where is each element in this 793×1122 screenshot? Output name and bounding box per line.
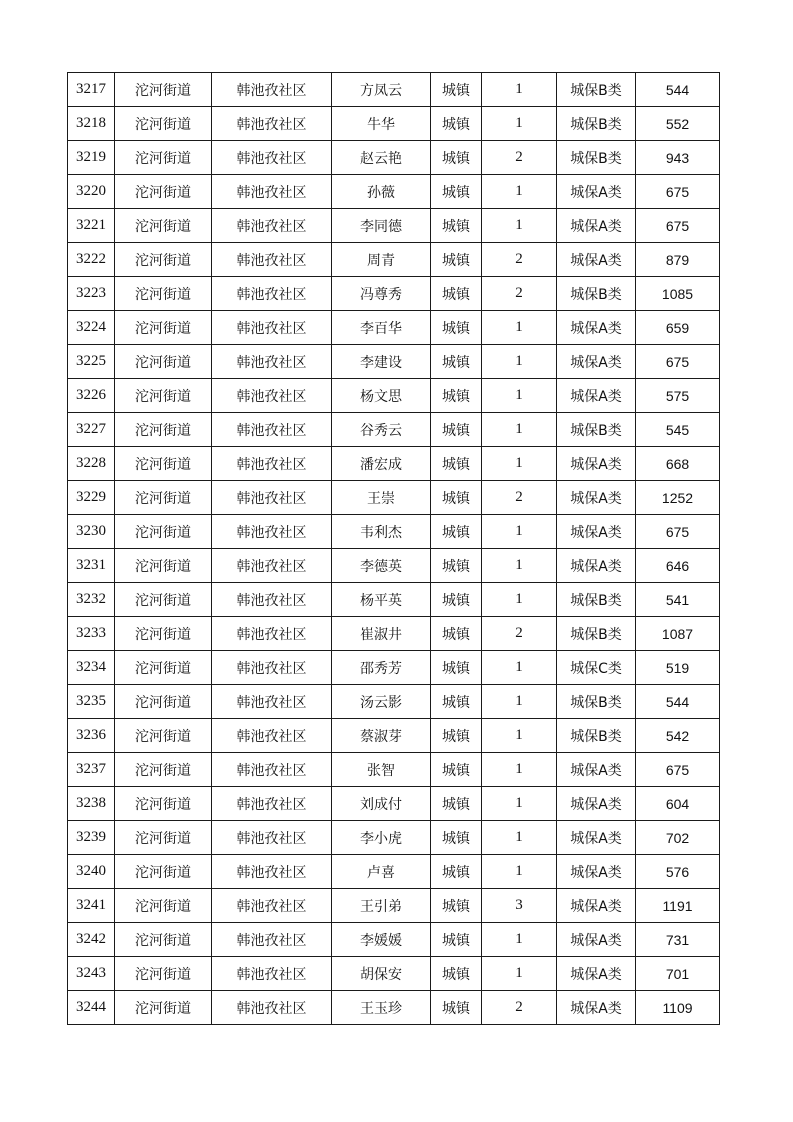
community-cell: 韩池孜社区 [212,617,332,651]
name-cell: 韦利杰 [332,515,431,549]
table-row [68,855,720,889]
name-cell: 刘成付 [332,787,431,821]
table-row [68,481,720,515]
household-size-cell: 1 [482,685,557,719]
area-type-cell: 城镇 [431,957,482,991]
area-type-cell: 城镇 [431,685,482,719]
household-size-cell: 1 [482,583,557,617]
category-cell: 城保A类 [557,447,636,481]
name-cell: 汤云影 [332,685,431,719]
serial-cell: 3237 [68,753,115,787]
community-cell: 韩池孜社区 [212,243,332,277]
community-cell: 韩池孜社区 [212,73,332,107]
area-type-cell: 城镇 [431,243,482,277]
household-size-cell: 1 [482,719,557,753]
name-cell: 卢喜 [332,855,431,889]
street-cell: 沱河街道 [115,311,212,345]
street-cell: 沱河街道 [115,549,212,583]
table-row [68,617,720,651]
community-cell: 韩池孜社区 [212,413,332,447]
table-row [68,515,720,549]
name-cell: 李媛媛 [332,923,431,957]
area-type-cell: 城镇 [431,991,482,1025]
category-cell: 城保A类 [557,889,636,923]
category-cell: 城保A类 [557,821,636,855]
amount-cell: 575 [636,379,720,413]
amount-cell: 519 [636,651,720,685]
street-cell: 沱河街道 [115,923,212,957]
community-cell: 韩池孜社区 [212,447,332,481]
street-cell: 沱河街道 [115,481,212,515]
table-row [68,719,720,753]
name-cell: 胡保安 [332,957,431,991]
category-cell: 城保A类 [557,787,636,821]
household-size-cell: 1 [482,923,557,957]
household-size-cell: 1 [482,413,557,447]
amount-cell: 675 [636,175,720,209]
serial-cell: 3236 [68,719,115,753]
name-cell: 李建设 [332,345,431,379]
serial-cell: 3229 [68,481,115,515]
table-row [68,209,720,243]
name-cell: 崔淑井 [332,617,431,651]
community-cell: 韩池孜社区 [212,923,332,957]
amount-cell: 1191 [636,889,720,923]
amount-cell: 659 [636,311,720,345]
name-cell: 赵云艳 [332,141,431,175]
street-cell: 沱河街道 [115,447,212,481]
amount-cell: 542 [636,719,720,753]
street-cell: 沱河街道 [115,379,212,413]
serial-cell: 3227 [68,413,115,447]
name-cell: 杨文思 [332,379,431,413]
area-type-cell: 城镇 [431,73,482,107]
area-type-cell: 城镇 [431,787,482,821]
table-row [68,277,720,311]
serial-cell: 3225 [68,345,115,379]
amount-cell: 943 [636,141,720,175]
community-cell: 韩池孜社区 [212,141,332,175]
household-size-cell: 1 [482,107,557,141]
community-cell: 韩池孜社区 [212,175,332,209]
community-cell: 韩池孜社区 [212,821,332,855]
serial-cell: 3241 [68,889,115,923]
table-row [68,311,720,345]
table-row [68,549,720,583]
amount-cell: 604 [636,787,720,821]
amount-cell: 646 [636,549,720,583]
serial-cell: 3234 [68,651,115,685]
street-cell: 沱河街道 [115,583,212,617]
category-cell: 城保A类 [557,515,636,549]
street-cell: 沱河街道 [115,719,212,753]
table-row [68,753,720,787]
household-size-cell: 1 [482,175,557,209]
area-type-cell: 城镇 [431,379,482,413]
table-row [68,923,720,957]
serial-cell: 3224 [68,311,115,345]
category-cell: 城保A类 [557,345,636,379]
household-size-cell: 1 [482,957,557,991]
table-row [68,685,720,719]
serial-cell: 3231 [68,549,115,583]
amount-cell: 541 [636,583,720,617]
street-cell: 沱河街道 [115,957,212,991]
community-cell: 韩池孜社区 [212,481,332,515]
street-cell: 沱河街道 [115,141,212,175]
street-cell: 沱河街道 [115,515,212,549]
street-cell: 沱河街道 [115,175,212,209]
table-row [68,957,720,991]
street-cell: 沱河街道 [115,243,212,277]
serial-cell: 3226 [68,379,115,413]
name-cell: 周青 [332,243,431,277]
street-cell: 沱河街道 [115,209,212,243]
serial-cell: 3232 [68,583,115,617]
name-cell: 王崇 [332,481,431,515]
street-cell: 沱河街道 [115,345,212,379]
community-cell: 韩池孜社区 [212,787,332,821]
serial-cell: 3223 [68,277,115,311]
area-type-cell: 城镇 [431,753,482,787]
community-cell: 韩池孜社区 [212,311,332,345]
amount-cell: 1252 [636,481,720,515]
area-type-cell: 城镇 [431,345,482,379]
community-cell: 韩池孜社区 [212,583,332,617]
table-row [68,651,720,685]
amount-cell: 675 [636,515,720,549]
amount-cell: 544 [636,73,720,107]
serial-cell: 3244 [68,991,115,1025]
name-cell: 李德英 [332,549,431,583]
area-type-cell: 城镇 [431,889,482,923]
records-table [67,72,720,1025]
amount-cell: 552 [636,107,720,141]
serial-cell: 3218 [68,107,115,141]
household-size-cell: 1 [482,855,557,889]
street-cell: 沱河街道 [115,991,212,1025]
community-cell: 韩池孜社区 [212,107,332,141]
street-cell: 沱河街道 [115,651,212,685]
name-cell: 张智 [332,753,431,787]
street-cell: 沱河街道 [115,685,212,719]
table-row [68,447,720,481]
category-cell: 城保A类 [557,753,636,787]
household-size-cell: 1 [482,515,557,549]
category-cell: 城保B类 [557,107,636,141]
name-cell: 孙薇 [332,175,431,209]
household-size-cell: 1 [482,345,557,379]
household-size-cell: 1 [482,311,557,345]
area-type-cell: 城镇 [431,855,482,889]
name-cell: 冯尊秀 [332,277,431,311]
street-cell: 沱河街道 [115,413,212,447]
community-cell: 韩池孜社区 [212,515,332,549]
amount-cell: 668 [636,447,720,481]
area-type-cell: 城镇 [431,651,482,685]
community-cell: 韩池孜社区 [212,957,332,991]
household-size-cell: 1 [482,549,557,583]
household-size-cell: 1 [482,787,557,821]
community-cell: 韩池孜社区 [212,277,332,311]
serial-cell: 3217 [68,73,115,107]
name-cell: 李小虎 [332,821,431,855]
community-cell: 韩池孜社区 [212,379,332,413]
household-size-cell: 1 [482,753,557,787]
household-size-cell: 2 [482,481,557,515]
category-cell: 城保B类 [557,413,636,447]
serial-cell: 3233 [68,617,115,651]
community-cell: 韩池孜社区 [212,209,332,243]
community-cell: 韩池孜社区 [212,719,332,753]
community-cell: 韩池孜社区 [212,549,332,583]
amount-cell: 1109 [636,991,720,1025]
area-type-cell: 城镇 [431,549,482,583]
name-cell: 潘宏成 [332,447,431,481]
area-type-cell: 城镇 [431,617,482,651]
serial-cell: 3242 [68,923,115,957]
amount-cell: 1085 [636,277,720,311]
category-cell: 城保A类 [557,991,636,1025]
table-row [68,821,720,855]
table-row [68,175,720,209]
category-cell: 城保B类 [557,73,636,107]
name-cell: 王引弟 [332,889,431,923]
table-row [68,73,720,107]
area-type-cell: 城镇 [431,719,482,753]
category-cell: 城保B类 [557,583,636,617]
street-cell: 沱河街道 [115,821,212,855]
household-size-cell: 1 [482,379,557,413]
category-cell: 城保B类 [557,719,636,753]
street-cell: 沱河街道 [115,107,212,141]
serial-cell: 3239 [68,821,115,855]
category-cell: 城保A类 [557,311,636,345]
street-cell: 沱河街道 [115,73,212,107]
amount-cell: 675 [636,209,720,243]
table-row [68,379,720,413]
household-size-cell: 2 [482,617,557,651]
table-row [68,787,720,821]
area-type-cell: 城镇 [431,311,482,345]
category-cell: 城保A类 [557,243,636,277]
name-cell: 李同德 [332,209,431,243]
community-cell: 韩池孜社区 [212,753,332,787]
household-size-cell: 1 [482,73,557,107]
area-type-cell: 城镇 [431,277,482,311]
amount-cell: 731 [636,923,720,957]
street-cell: 沱河街道 [115,889,212,923]
community-cell: 韩池孜社区 [212,991,332,1025]
category-cell: 城保C类 [557,651,636,685]
area-type-cell: 城镇 [431,209,482,243]
table-body [68,73,720,1025]
area-type-cell: 城镇 [431,141,482,175]
name-cell: 方凤云 [332,73,431,107]
area-type-cell: 城镇 [431,175,482,209]
serial-cell: 3235 [68,685,115,719]
street-cell: 沱河街道 [115,787,212,821]
category-cell: 城保A类 [557,481,636,515]
name-cell: 邵秀芳 [332,651,431,685]
community-cell: 韩池孜社区 [212,345,332,379]
serial-cell: 3219 [68,141,115,175]
category-cell: 城保B类 [557,685,636,719]
community-cell: 韩池孜社区 [212,889,332,923]
name-cell: 杨平英 [332,583,431,617]
category-cell: 城保B类 [557,617,636,651]
table-row [68,991,720,1025]
street-cell: 沱河街道 [115,753,212,787]
area-type-cell: 城镇 [431,481,482,515]
community-cell: 韩池孜社区 [212,855,332,889]
household-size-cell: 1 [482,209,557,243]
table-row [68,583,720,617]
serial-cell: 3238 [68,787,115,821]
household-size-cell: 1 [482,821,557,855]
category-cell: 城保A类 [557,549,636,583]
amount-cell: 701 [636,957,720,991]
household-size-cell: 2 [482,991,557,1025]
street-cell: 沱河街道 [115,855,212,889]
amount-cell: 702 [636,821,720,855]
serial-cell: 3222 [68,243,115,277]
household-size-cell: 2 [482,141,557,175]
household-size-cell: 1 [482,651,557,685]
area-type-cell: 城镇 [431,447,482,481]
table-row [68,141,720,175]
area-type-cell: 城镇 [431,107,482,141]
amount-cell: 675 [636,345,720,379]
category-cell: 城保A类 [557,175,636,209]
household-size-cell: 1 [482,447,557,481]
name-cell: 蔡淑芽 [332,719,431,753]
category-cell: 城保B类 [557,141,636,175]
category-cell: 城保A类 [557,209,636,243]
category-cell: 城保B类 [557,277,636,311]
amount-cell: 675 [636,753,720,787]
serial-cell: 3228 [68,447,115,481]
name-cell: 谷秀云 [332,413,431,447]
serial-cell: 3220 [68,175,115,209]
household-size-cell: 3 [482,889,557,923]
amount-cell: 576 [636,855,720,889]
area-type-cell: 城镇 [431,515,482,549]
table-row [68,107,720,141]
serial-cell: 3240 [68,855,115,889]
name-cell: 李百华 [332,311,431,345]
area-type-cell: 城镇 [431,923,482,957]
area-type-cell: 城镇 [431,583,482,617]
street-cell: 沱河街道 [115,277,212,311]
area-type-cell: 城镇 [431,413,482,447]
table-row [68,243,720,277]
category-cell: 城保A类 [557,957,636,991]
serial-cell: 3221 [68,209,115,243]
serial-cell: 3230 [68,515,115,549]
name-cell: 牛华 [332,107,431,141]
area-type-cell: 城镇 [431,821,482,855]
name-cell: 王玉珍 [332,991,431,1025]
table-row [68,345,720,379]
community-cell: 韩池孜社区 [212,651,332,685]
category-cell: 城保A类 [557,855,636,889]
street-cell: 沱河街道 [115,617,212,651]
amount-cell: 545 [636,413,720,447]
household-size-cell: 2 [482,243,557,277]
community-cell: 韩池孜社区 [212,685,332,719]
amount-cell: 1087 [636,617,720,651]
table-row [68,413,720,447]
amount-cell: 879 [636,243,720,277]
amount-cell: 544 [636,685,720,719]
serial-cell: 3243 [68,957,115,991]
category-cell: 城保A类 [557,379,636,413]
table-row [68,889,720,923]
category-cell: 城保A类 [557,923,636,957]
household-size-cell: 2 [482,277,557,311]
